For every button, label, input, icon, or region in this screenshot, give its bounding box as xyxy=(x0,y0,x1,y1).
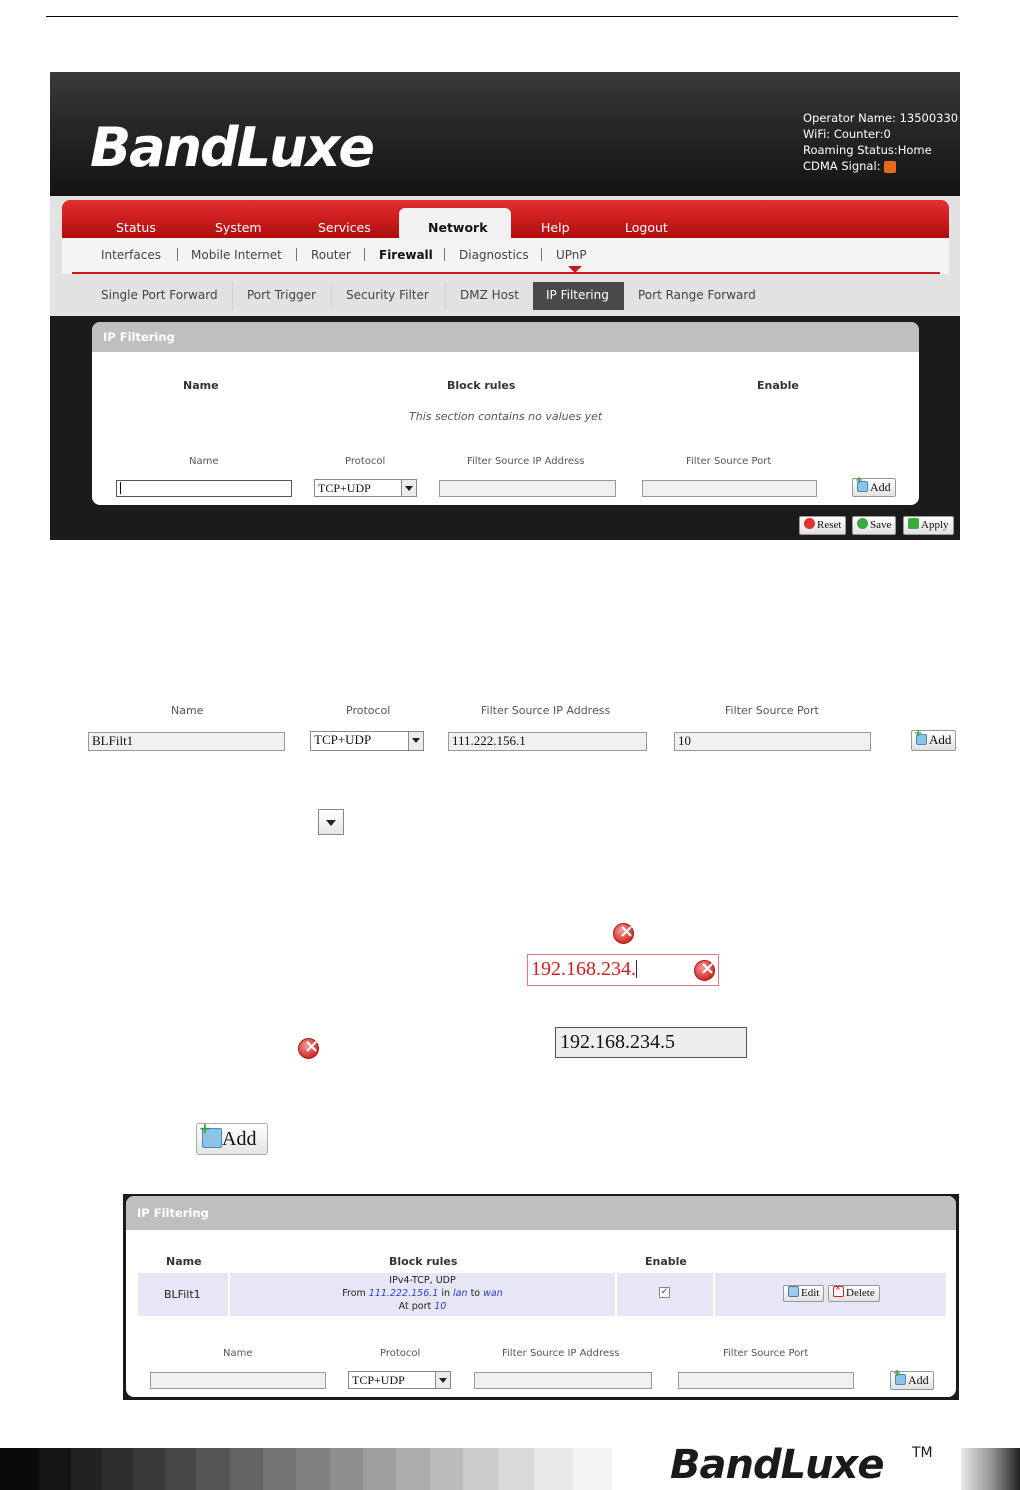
result-add-button[interactable] xyxy=(890,1371,934,1390)
result-panel xyxy=(123,1194,959,1400)
result-name-input[interactable] xyxy=(150,1372,326,1389)
tab-port-range-forward[interactable]: Port Range Forward xyxy=(638,288,756,302)
submenu-separator xyxy=(541,248,542,261)
filled-protocol-select[interactable] xyxy=(310,731,424,751)
enable-checkbox[interactable]: ✓ xyxy=(660,1287,669,1297)
filled-name-input[interactable]: BLFilt1 xyxy=(88,732,285,751)
result-name-label: Name xyxy=(223,1348,253,1359)
col-name-header: Name xyxy=(183,379,219,392)
submenu-underline xyxy=(72,272,940,274)
tab-separator xyxy=(331,282,332,310)
name-label: Name xyxy=(189,456,219,467)
rule-port-value: 10 xyxy=(434,1301,447,1312)
active-pointer xyxy=(568,266,582,273)
rule-port-line xyxy=(230,1300,615,1313)
result-box xyxy=(126,1196,956,1397)
tab-security-filter[interactable]: Security Filter xyxy=(346,288,429,302)
submenu-interfaces[interactable]: Interfaces xyxy=(101,248,161,262)
box-title: IP Filtering xyxy=(92,322,919,352)
tab-separator xyxy=(232,282,233,310)
edit-label: Edit xyxy=(801,1287,820,1299)
filled-protocol-label: Protocol xyxy=(346,704,391,717)
firewall-tabs xyxy=(82,282,942,310)
result-col-enable: Enable xyxy=(645,1255,687,1268)
roaming-status: Roaming Status:Home xyxy=(803,143,932,157)
submenu-separator xyxy=(364,248,365,261)
error-icon xyxy=(298,1038,319,1059)
sub-menu xyxy=(62,238,949,274)
filled-port-input[interactable]: 10 xyxy=(674,732,871,751)
reset-label: Reset xyxy=(817,519,842,531)
add-icon: + xyxy=(202,1128,222,1148)
add-icon xyxy=(916,734,927,745)
result-protocol-label: Protocol xyxy=(380,1348,421,1359)
add-icon xyxy=(895,1374,906,1385)
rule-from-ip: 111.222.156.1 xyxy=(368,1288,439,1299)
tab-single-port-forward[interactable]: Single Port Forward xyxy=(101,288,218,302)
chevron-down-icon xyxy=(401,480,416,496)
edit-button[interactable] xyxy=(783,1285,824,1302)
port-input[interactable] xyxy=(642,480,817,497)
invalid-ip-value: 192.168.234. xyxy=(531,958,636,980)
submenu-firewall[interactable]: Firewall xyxy=(379,248,433,262)
cell-divider xyxy=(713,1273,715,1316)
submenu-separator xyxy=(296,248,297,261)
col-enable-header: Enable xyxy=(757,379,799,392)
rule-in-zone: lan xyxy=(453,1288,468,1299)
rule-to-word: to xyxy=(470,1288,481,1299)
dropdown-arrow-button[interactable] xyxy=(318,809,344,835)
invalid-ip-input[interactable] xyxy=(527,954,719,986)
router-screenshot xyxy=(50,72,960,540)
result-ip-input[interactable] xyxy=(474,1372,652,1389)
menu-system[interactable]: System xyxy=(215,220,262,235)
ip-filtering-box xyxy=(92,322,919,505)
save-button[interactable] xyxy=(852,516,896,535)
protocol-select[interactable] xyxy=(314,479,417,497)
filled-port-label: Filter Source Port xyxy=(725,704,819,717)
status-info xyxy=(803,110,958,174)
result-title: IP Filtering xyxy=(126,1196,956,1230)
cdma-signal-row xyxy=(803,158,958,174)
result-col-rules: Block rules xyxy=(389,1255,458,1268)
menu-status[interactable]: Status xyxy=(116,220,156,235)
rule-port-word: At port xyxy=(398,1301,432,1312)
name-input[interactable] xyxy=(116,480,292,497)
result-protocol-select[interactable] xyxy=(348,1371,451,1389)
rule-from-word: From xyxy=(342,1288,366,1299)
menu-help[interactable]: Help xyxy=(541,220,570,235)
protocol-label: Protocol xyxy=(345,456,386,467)
row-rules xyxy=(230,1274,615,1313)
tab-ip-filtering[interactable]: IP Filtering xyxy=(546,288,609,302)
tab-separator xyxy=(445,282,446,310)
error-icon xyxy=(694,960,715,981)
wifi-counter: WiFi: Counter:0 xyxy=(803,127,891,141)
row-name: BLFilt1 xyxy=(164,1288,201,1301)
filled-ip-label: Filter Source IP Address xyxy=(481,704,611,717)
rule-to-zone: wan xyxy=(483,1288,503,1299)
bandluxe-logo: BandLuxe xyxy=(90,116,374,179)
save-label: Save xyxy=(870,519,892,531)
result-port-label: Filter Source Port xyxy=(723,1348,809,1359)
ip-label: Filter Source IP Address xyxy=(467,456,585,467)
result-port-input[interactable] xyxy=(678,1372,854,1389)
rule-protocol: IPv4-TCP, UDP xyxy=(389,1275,456,1286)
delete-label: Delete xyxy=(846,1287,875,1299)
menu-logout[interactable]: Logout xyxy=(625,220,668,235)
tab-port-trigger[interactable]: Port Trigger xyxy=(247,288,316,302)
submenu-upnp[interactable]: UPnP xyxy=(556,248,587,262)
valid-ip-input[interactable]: 192.168.234.5 xyxy=(555,1027,747,1058)
chevron-down-icon xyxy=(326,820,336,826)
filled-add-label: Add xyxy=(929,732,952,747)
edit-icon xyxy=(788,1286,799,1297)
result-add-label: Add xyxy=(908,1373,929,1387)
reset-icon xyxy=(804,518,815,529)
menu-network[interactable]: Network xyxy=(428,220,488,235)
filled-protocol-value: TCP+UDP xyxy=(314,732,372,747)
footer-logo: BandLuxe xyxy=(664,1442,889,1490)
error-icon xyxy=(613,923,634,944)
submenu-diagnostics[interactable]: Diagnostics xyxy=(459,248,529,262)
tab-dmz-host[interactable]: DMZ Host xyxy=(460,288,519,302)
rule-in-word: in xyxy=(441,1288,451,1299)
result-col-name: Name xyxy=(166,1255,202,1268)
cdma-signal-label: CDMA Signal: xyxy=(803,159,881,173)
result-protocol-value: TCP+UDP xyxy=(352,1373,405,1387)
apply-button[interactable] xyxy=(903,516,954,535)
ip-input[interactable] xyxy=(439,480,616,497)
main-menu xyxy=(62,200,949,238)
filled-name-label: Name xyxy=(171,704,204,717)
filled-form xyxy=(0,700,1020,760)
protocol-select-value: TCP+UDP xyxy=(318,481,371,495)
delete-button[interactable] xyxy=(828,1285,880,1302)
chevron-down-icon xyxy=(408,732,423,750)
delete-icon xyxy=(833,1286,844,1297)
text-cursor xyxy=(636,960,637,978)
menu-services[interactable]: Services xyxy=(318,220,371,235)
empty-message: This section contains no values yet xyxy=(409,410,603,423)
col-rules-header: Block rules xyxy=(447,379,516,392)
page-top-rule xyxy=(46,16,958,17)
big-add-label: Add xyxy=(222,1128,257,1150)
apply-icon xyxy=(908,518,919,529)
result-ip-label: Filter Source IP Address xyxy=(502,1348,620,1359)
add-button[interactable] xyxy=(852,478,896,497)
trademark: TM xyxy=(912,1445,933,1461)
reset-button[interactable] xyxy=(799,516,846,535)
apply-label: Apply xyxy=(921,519,949,531)
add-icon xyxy=(857,481,868,492)
table-row xyxy=(138,1273,946,1316)
rule-from-line xyxy=(230,1287,615,1300)
chevron-down-icon xyxy=(435,1372,450,1388)
operator-name: Operator Name: 13500330 xyxy=(803,111,959,125)
submenu-separator xyxy=(444,248,445,261)
cell-divider xyxy=(615,1273,617,1316)
signal-icon xyxy=(884,161,896,173)
filled-ip-input[interactable]: 111.222.156.1 xyxy=(448,732,647,751)
menu-area xyxy=(50,196,960,316)
filled-add-button[interactable] xyxy=(911,730,956,751)
check-icon xyxy=(857,518,868,529)
submenu-router[interactable]: Router xyxy=(311,248,351,262)
submenu-separator xyxy=(177,248,178,261)
port-label: Filter Source Port xyxy=(686,456,772,467)
router-header xyxy=(50,72,960,196)
submenu-mobile-internet[interactable]: Mobile Internet xyxy=(191,248,282,262)
big-add-button[interactable] xyxy=(196,1123,268,1155)
add-button-label: Add xyxy=(870,480,891,494)
